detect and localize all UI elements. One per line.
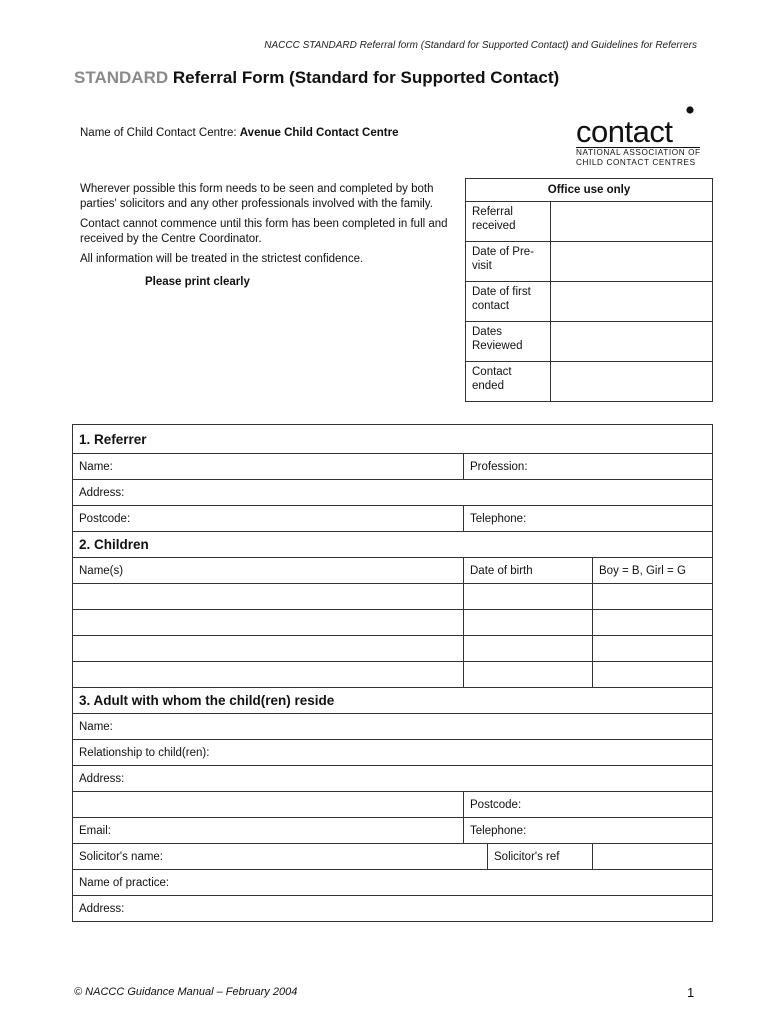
title-prefix: STANDARD <box>74 68 169 87</box>
adult-relationship-field[interactable]: Relationship to child(ren): <box>73 740 713 766</box>
practice-name-field[interactable]: Name of practice: <box>73 870 713 896</box>
office-field-dates-reviewed[interactable] <box>551 322 713 362</box>
office-field-referral-received[interactable] <box>551 202 713 242</box>
office-field-contact-ended[interactable] <box>551 362 713 402</box>
section-adult-heading: 3. Adult with whom the child(ren) reside <box>73 688 713 714</box>
adult-name-field[interactable]: Name: <box>73 714 713 740</box>
centre-label: Name of Child Contact Centre: <box>80 127 240 139</box>
solicitor-ref-field[interactable] <box>593 844 713 870</box>
adult-address-continued-field[interactable] <box>73 792 464 818</box>
intro-text <box>80 182 455 295</box>
centre-value: Avenue Child Contact Centre <box>239 127 399 139</box>
footer-copyright: © NACCC Guidance Manual – February 2004 <box>74 986 298 998</box>
practice-address-field[interactable]: Address: <box>73 896 713 922</box>
children-dob-header: Date of birth <box>464 558 593 584</box>
child-name-field[interactable] <box>73 584 464 610</box>
adult-postcode-field[interactable]: Postcode: <box>464 792 713 818</box>
referrer-profession-field[interactable]: Profession: <box>464 454 713 480</box>
office-label-dates-reviewed: Dates Reviewed <box>466 322 551 362</box>
office-field-first-contact[interactable] <box>551 282 713 322</box>
adult-telephone-field[interactable]: Telephone: <box>464 818 713 844</box>
child-gender-field[interactable] <box>593 610 713 636</box>
solicitor-name-field[interactable]: Solicitor's name: <box>73 844 488 870</box>
office-label-pre-visit: Date of Pre-visit <box>466 242 551 282</box>
centre-name <box>80 127 398 139</box>
office-label-referral-received: Referral received <box>466 202 551 242</box>
page-number: 1 <box>687 985 695 1000</box>
child-gender-field[interactable] <box>593 636 713 662</box>
office-use-table <box>465 178 713 402</box>
logo-line-1: NATIONAL ASSOCIATION OF <box>576 148 701 157</box>
contact-logo-icon <box>576 106 700 146</box>
child-name-field[interactable] <box>73 636 464 662</box>
solicitor-ref-label: Solicitor's ref <box>488 844 593 870</box>
office-label-first-contact: Date of first contact <box>466 282 551 322</box>
logo-line-2: CHILD CONTACT CENTRES <box>576 158 696 167</box>
adult-email-field[interactable]: Email: <box>73 818 464 844</box>
adult-address-field[interactable]: Address: <box>73 766 713 792</box>
intro-paragraph-2: Contact cannot commence until this form has been completed in full and received by the Centre Coordinator. <box>80 218 448 245</box>
referrer-postcode-field[interactable]: Postcode: <box>73 506 464 532</box>
referrer-address-field[interactable]: Address: <box>73 480 713 506</box>
office-field-pre-visit[interactable] <box>551 242 713 282</box>
naccc-logo <box>576 106 700 168</box>
child-dob-field[interactable] <box>464 662 593 688</box>
referrer-name-field[interactable]: Name: <box>73 454 464 480</box>
logo-word: contact <box>576 114 673 146</box>
child-gender-field[interactable] <box>593 662 713 688</box>
child-name-field[interactable] <box>73 662 464 688</box>
child-dob-field[interactable] <box>464 584 593 610</box>
children-names-header: Name(s) <box>73 558 464 584</box>
title-rest: Referral Form (Standard for Supported Contact) <box>168 68 560 87</box>
child-name-field[interactable] <box>73 610 464 636</box>
office-use-heading: Office use only <box>466 179 713 202</box>
child-gender-field[interactable] <box>593 584 713 610</box>
intro-paragraph-3: All information will be treated in the strictest confidence. <box>80 253 364 265</box>
section-referrer-heading: 1. Referrer <box>73 425 713 454</box>
children-gender-header: Boy = B, Girl = G <box>593 558 713 584</box>
intro-paragraph-1: Wherever possible this form needs to be seen and completed by both parties' solicitors and any other professionals involved with the family. <box>80 183 434 210</box>
print-clearly-note: Please print clearly <box>145 275 250 288</box>
child-dob-field[interactable] <box>464 610 593 636</box>
referrer-telephone-field[interactable]: Telephone: <box>464 506 713 532</box>
child-dob-field[interactable] <box>464 636 593 662</box>
running-header: NACCC STANDARD Referral form (Standard for Supported Contact) and Guidelines for Referrers <box>264 40 697 51</box>
page-title <box>74 68 559 88</box>
office-label-contact-ended: Contact ended <box>466 362 551 402</box>
referral-form-table <box>72 424 713 922</box>
section-children-heading: 2. Children <box>73 532 713 558</box>
